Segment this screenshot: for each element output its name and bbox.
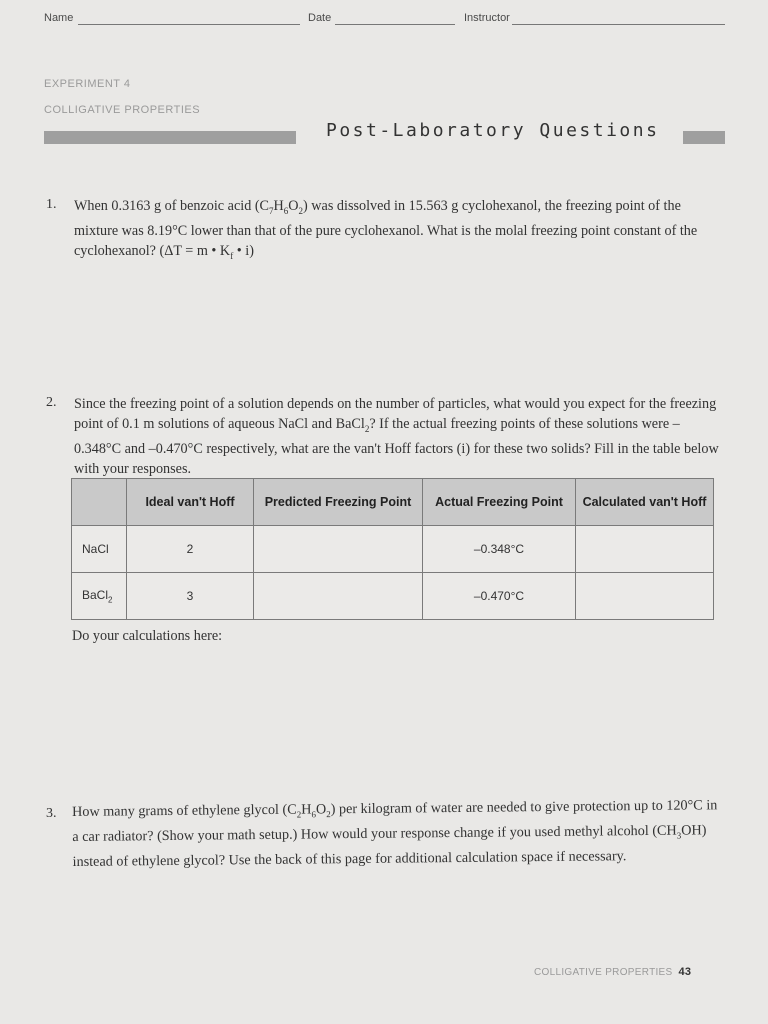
header-actual-freezing-point: Actual Freezing Point <box>423 479 576 526</box>
predicted-cell[interactable] <box>254 573 423 620</box>
name-field[interactable] <box>78 24 300 25</box>
instructor-field[interactable] <box>512 24 725 25</box>
actual-cell: –0.348°C <box>423 526 576 573</box>
compound-cell: NaCl <box>72 526 127 573</box>
header-ideal-vant-hoff: Ideal van't Hoff <box>127 479 254 526</box>
actual-cell: –0.470°C <box>423 573 576 620</box>
title-bar-right <box>683 131 725 144</box>
question-3-answer-area[interactable] <box>72 885 712 955</box>
section-title: Post-Laboratory Questions <box>326 120 660 141</box>
compound-cell: BaCl$_2$ <box>72 573 127 620</box>
question-2-text: Since the freezing point of a solution depends on the number of particles, what would you expect for the freezing point of 0.1 m solutions of aqueous NaCl and BaCl$_2$? If the actual freezing points of these solutions were –0.348°C and –0.470°C respectively, what are the van't Hoff factors (i) for these two solids? Fill in the table below with your responses. <box>74 396 719 477</box>
question-2-number: 2. <box>46 395 57 410</box>
calculation-label: Do your calculations here: <box>72 628 223 644</box>
calculation-area[interactable] <box>72 650 712 790</box>
name-label: Name <box>44 12 74 24</box>
date-field[interactable] <box>335 24 455 25</box>
question-1-number: 1. <box>46 197 57 212</box>
ideal-cell: 3 <box>127 573 254 620</box>
date-label: Date <box>308 12 332 24</box>
question-1-text: When 0.3163 g of benzoic acid $(C_7H_6O_2)$ was dissolved in 15.563 g cyclohexanol, the freezing point of the mixture was 8.19°C lower than that of the pure cyclohexanol. What is the molal freezing point constant of the cyclohexanol? (ΔT = m • $K_f$ • i) <box>74 198 698 261</box>
vant-hoff-table <box>71 478 714 620</box>
title-bar-left <box>44 131 296 144</box>
experiment-number: EXPERIMENT 4 <box>44 78 131 90</box>
table-row <box>72 526 714 573</box>
header-empty <box>72 479 127 526</box>
question-3-text: How many grams of ethylene glycol $(C_2H_6O_2)$ per kilogram of water are needed to give protection up to 120°C in a car radiator? (Show your math setup.) How would your response change if you used methyl alcohol $(CH_3OH)$ instead of ethylene glycol? Use the back of this page for additional calculation space if necessary. <box>72 797 718 870</box>
table-header-row <box>72 479 714 526</box>
instructor-label: Instructor <box>464 12 510 24</box>
calculated-cell[interactable] <box>576 526 714 573</box>
header-predicted-freezing-point: Predicted Freezing Point <box>254 479 423 526</box>
table-row <box>72 573 714 620</box>
predicted-cell[interactable] <box>254 526 423 573</box>
page-footer <box>534 966 691 978</box>
running-title: COLLIGATIVE PROPERTIES <box>534 967 673 978</box>
experiment-title: COLLIGATIVE PROPERTIES <box>44 104 201 116</box>
header-calculated-vant-hoff: Calculated van't Hoff <box>576 479 714 526</box>
page-number: 43 <box>678 966 692 978</box>
ideal-cell: 2 <box>127 526 254 573</box>
question-3-number: 3. <box>46 806 57 821</box>
calculated-cell[interactable] <box>576 573 714 620</box>
